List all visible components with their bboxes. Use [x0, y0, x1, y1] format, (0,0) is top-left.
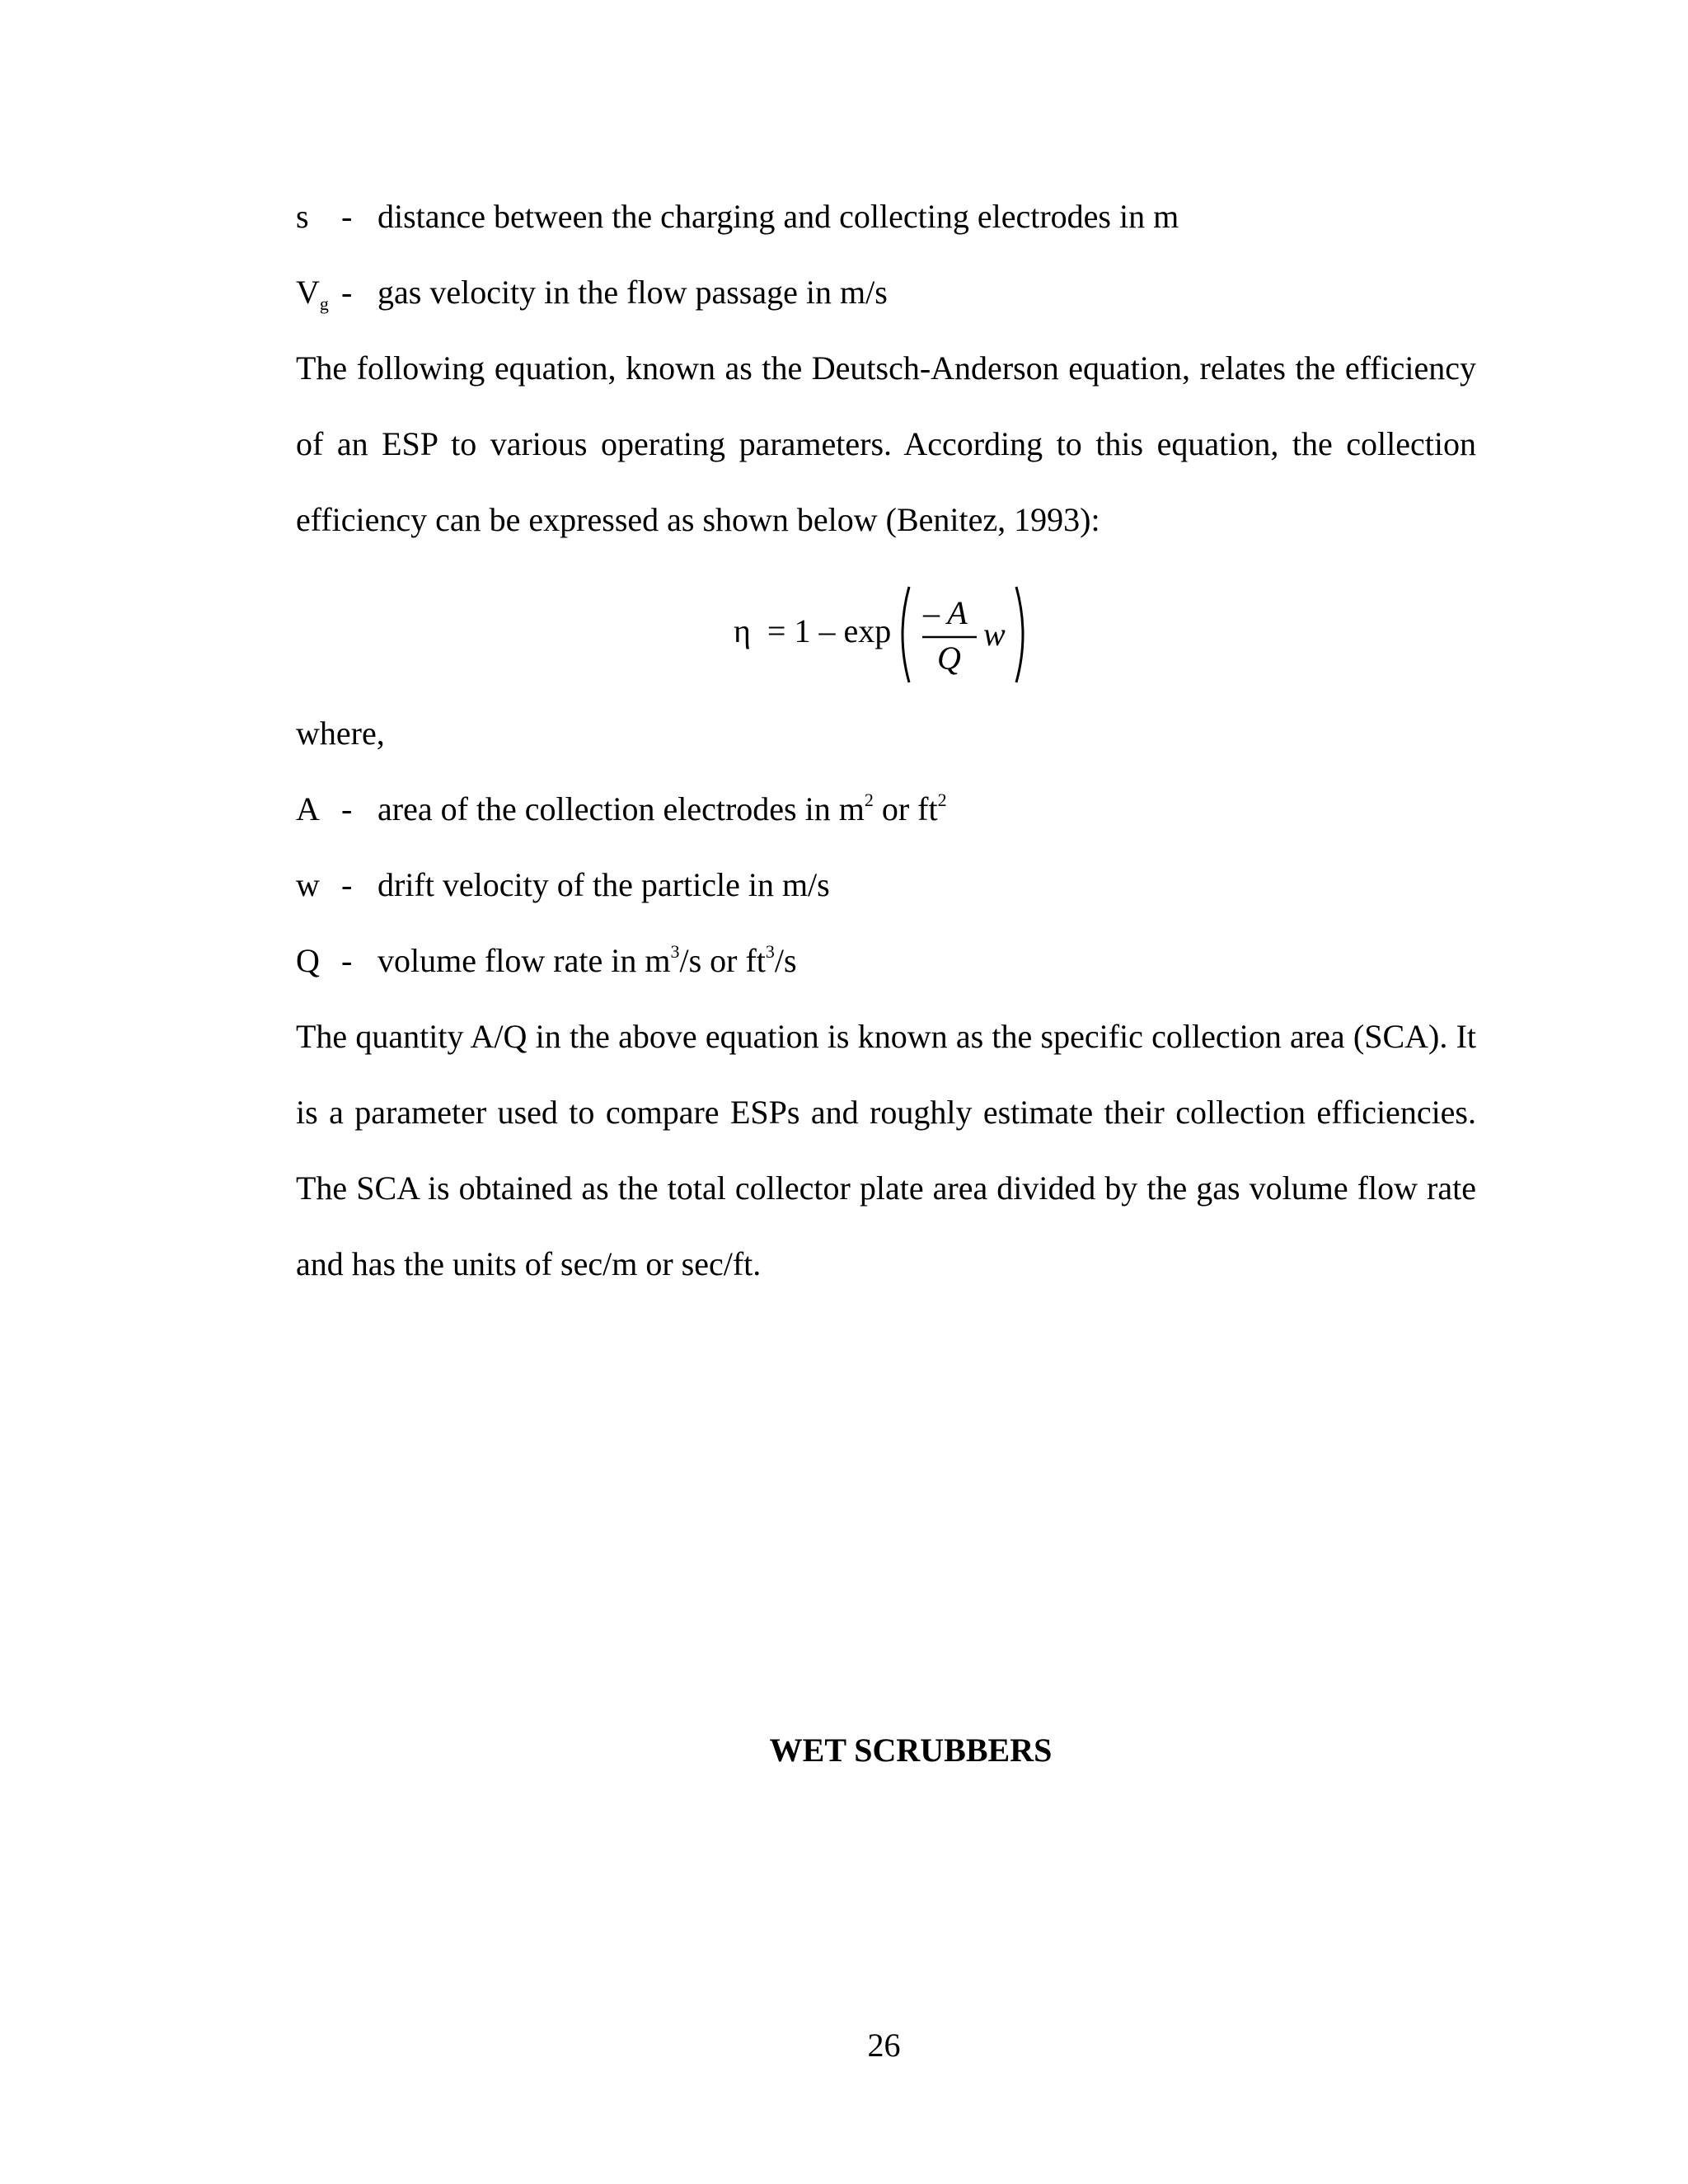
paragraph-line: efficiency can be expressed as shown below (Benitez, 1993): [296, 501, 1100, 538]
definition-w [296, 866, 830, 903]
definition-a [296, 790, 947, 827]
deutsch-anderson-equation [0, 577, 1688, 692]
superscript: 3 [670, 941, 680, 962]
definition-text: or ft [873, 790, 938, 827]
definition-s [296, 200, 1179, 233]
paragraph-line: and has the units of sec/m or sec/ft. [296, 1245, 762, 1282]
paragraph-line: The quantity A/Q in the above equation is known as the specific collection area (SCA). It [296, 1018, 1476, 1055]
definition-q [296, 941, 797, 979]
definition-dash: - [341, 198, 353, 235]
definition-text: area of the collection electrodes in m [377, 790, 865, 827]
superscript: 2 [937, 790, 947, 810]
definition-symbol: A [296, 790, 320, 827]
numerator: – A [923, 594, 968, 631]
right-paren-icon [1016, 587, 1023, 682]
definition-text: gas velocity in the flow passage in m/s [377, 274, 888, 311]
paragraph-line: is a parameter used to compare ESPs and roughly estimate their collection efficiencies. [296, 1094, 1476, 1131]
equation-middle: = 1 – exp [767, 612, 892, 649]
definition-symbol: w [296, 866, 320, 903]
page-number: 26 [867, 2027, 901, 2064]
subscript: g [319, 293, 329, 314]
paragraph-line: The SCA is obtained as the total collector plate area divided by the gas volume flow rate [296, 1169, 1476, 1207]
definition-dash: - [341, 866, 353, 903]
denominator: Q [937, 640, 961, 677]
superscript: 2 [864, 790, 874, 810]
definition-text: distance between the charging and collecting electrodes in m [377, 198, 1179, 235]
definition-text: drift velocity of the particle in m/s [377, 866, 830, 903]
paragraph-line: The following equation, known as the Deutsch-Anderson equation, relates the efficiency [296, 349, 1476, 387]
definition-text: /s [774, 942, 797, 979]
where-label: where, [296, 715, 385, 752]
definition-symbol: Q [296, 942, 320, 979]
exponent-fraction [894, 577, 1043, 692]
equation-lhs [734, 612, 891, 650]
multiplier: w [983, 616, 1006, 653]
definition-symbol: s [296, 198, 309, 235]
definition-text: /s or ft [679, 942, 766, 979]
eta-symbol: η [734, 612, 751, 649]
definition-dash: - [341, 274, 353, 311]
definition-symbol: $V_g$ [296, 274, 329, 314]
section-heading: WET SCRUBBERS [769, 1732, 1053, 1769]
definition-dash: - [341, 790, 353, 827]
definition-vg [296, 274, 888, 314]
left-paren-icon [903, 587, 909, 682]
paragraph-line: of an ESP to various operating parameters. According to this equation, the collection [296, 425, 1476, 462]
definition-text: volume flow rate in m [377, 942, 671, 979]
definition-dash: - [341, 942, 353, 979]
superscript: 3 [765, 941, 775, 962]
